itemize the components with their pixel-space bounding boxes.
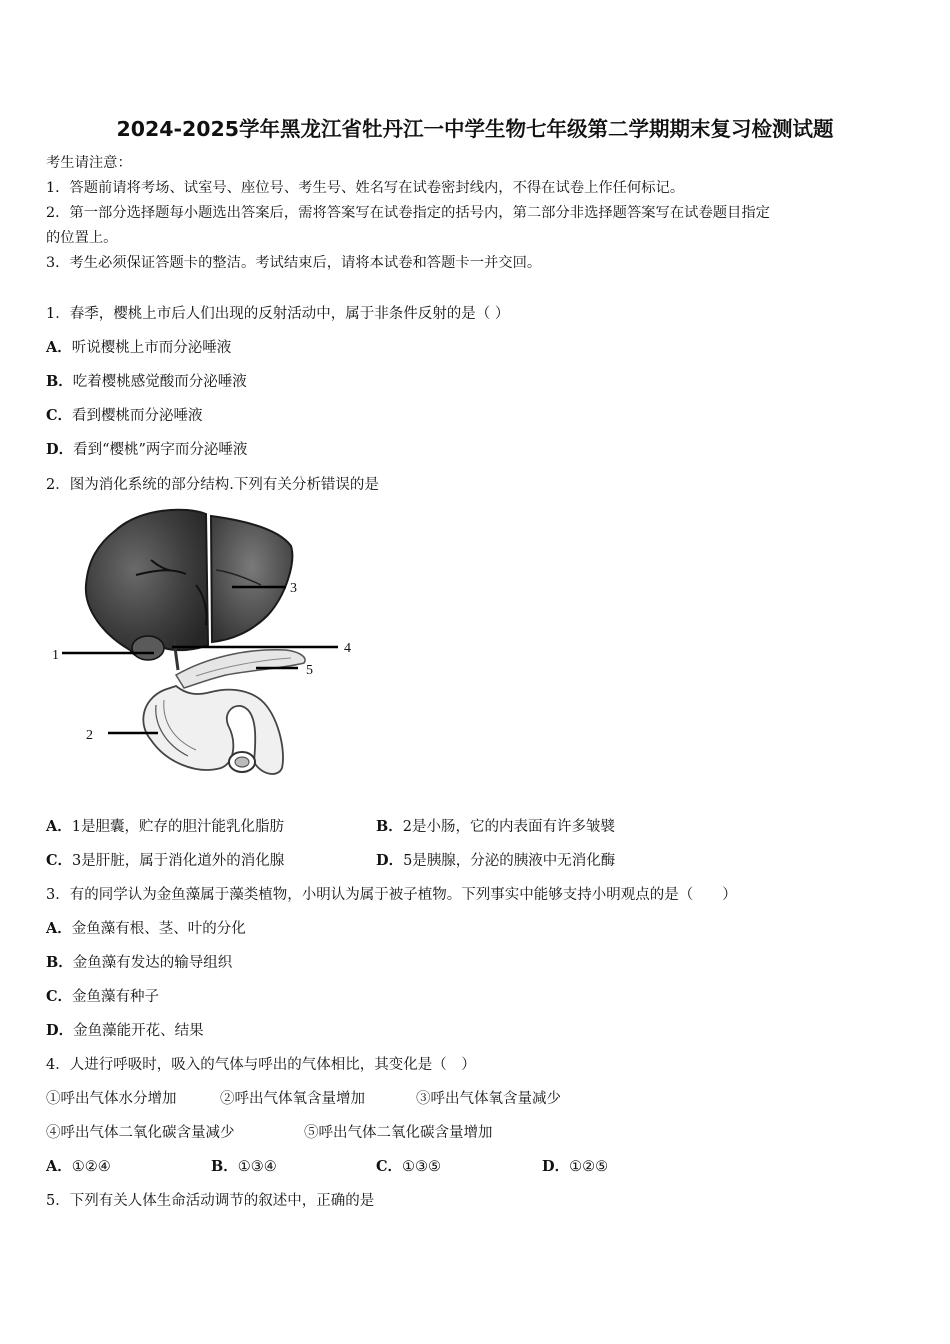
option-text: 金鱼藻能开花、结果 xyxy=(73,1023,204,1039)
notice-heading: 考生请注意： xyxy=(46,155,132,171)
option-label: C． xyxy=(46,852,73,869)
figure-label-4: 4 xyxy=(344,641,351,656)
option-label: B． xyxy=(46,373,73,390)
option-label: C． xyxy=(376,1158,403,1175)
digestive-system-figure xyxy=(46,500,366,790)
digestive-system-illustration xyxy=(46,500,366,790)
option-text: 听说樱桃上市而分泌唾液 xyxy=(71,340,232,356)
question-1-option-b[interactable] xyxy=(46,370,247,391)
question-3-option-c[interactable] xyxy=(46,985,159,1006)
statement: ④呼出气体二氧化碳含量减少 xyxy=(46,1125,235,1141)
question-3-option-b[interactable] xyxy=(46,951,232,972)
option-text: ①③④ xyxy=(237,1159,277,1175)
question-1-stem: 1．春季，樱桃上市后人们出现的反射活动中，属于非条件反射的是（ ） xyxy=(46,306,510,322)
question-4-option-d[interactable] xyxy=(542,1155,608,1176)
option-label: D． xyxy=(542,1158,570,1175)
option-label: A． xyxy=(46,1158,72,1175)
option-label: C． xyxy=(46,407,73,424)
option-label: B． xyxy=(211,1158,238,1175)
statement: ②呼出气体氧含量增加 xyxy=(220,1091,365,1107)
option-label: B． xyxy=(46,954,73,971)
question-4-statements-row-2 xyxy=(46,1121,666,1141)
notice-item-3: 3．考生必须保证答题卡的整洁。考试结束后，请将本试卷和答题卡一并交回。 xyxy=(46,255,542,271)
question-4-option-b[interactable] xyxy=(211,1155,277,1176)
option-text: ①③⑤ xyxy=(402,1159,442,1175)
option-text: 金鱼藻有发达的输导组织 xyxy=(72,955,233,971)
question-2-option-c[interactable] xyxy=(46,849,284,870)
option-text: 5是胰腺，分泌的胰液中无消化酶 xyxy=(403,853,616,869)
question-2-option-d[interactable] xyxy=(376,849,615,870)
option-label: D． xyxy=(376,852,404,869)
figure-label-3: 3 xyxy=(290,581,297,596)
option-text: ①②④ xyxy=(71,1159,111,1175)
question-3-stem: 3．有的同学认为金鱼藻属于藻类植物，小明认为属于被子植物。下列事实中能够支持小明观点的是（ ） xyxy=(46,887,737,903)
question-2-option-a[interactable] xyxy=(46,815,284,836)
option-label: B． xyxy=(376,818,403,835)
question-3-option-d[interactable] xyxy=(46,1019,204,1040)
option-text: 金鱼藻有根、茎、叶的分化 xyxy=(71,921,246,937)
question-1-option-d[interactable] xyxy=(46,438,247,459)
option-label: D． xyxy=(46,441,74,458)
option-text: 2是小肠，它的内表面有许多皱襞 xyxy=(402,819,615,835)
question-4-option-a[interactable] xyxy=(46,1155,111,1176)
notice-item-1: 1．答题前请将考场、试室号、座位号、考生号、姓名写在试卷密封线内，不得在试卷上作任何标记。 xyxy=(46,180,685,196)
question-4-statements-row-1 xyxy=(46,1087,666,1107)
option-text: 看到“樱桃”两字而分泌唾液 xyxy=(73,442,248,458)
question-1-option-c[interactable] xyxy=(46,404,203,425)
option-label: A． xyxy=(46,339,72,356)
page-title: 2024-2025学年黑龙江省牡丹江一中学生物七年级第二学期期末复习检测试题 xyxy=(116,117,834,141)
question-2-option-b[interactable] xyxy=(376,815,615,836)
figure-label-5: 5 xyxy=(306,663,313,678)
option-text: 看到樱桃而分泌唾液 xyxy=(72,408,203,424)
question-3-option-a[interactable] xyxy=(46,917,246,938)
option-text: 金鱼藻有种子 xyxy=(72,989,160,1005)
figure-label-1: 1 xyxy=(52,648,59,663)
option-text: ①②⑤ xyxy=(569,1159,609,1175)
question-1-option-a[interactable] xyxy=(46,336,231,357)
option-label: A． xyxy=(46,920,72,937)
statement: ⑤呼出气体二氧化碳含量增加 xyxy=(304,1125,493,1141)
figure-label-2: 2 xyxy=(86,728,93,743)
question-2-stem: 2．图为消化系统的部分结构.下列有关分析错误的是 xyxy=(46,477,379,493)
statement: ③呼出气体氧含量减少 xyxy=(416,1091,561,1107)
notice-item-2-cont: 的位置上。 xyxy=(46,230,118,246)
statement: ①呼出气体水分增加 xyxy=(46,1091,177,1107)
notice-item-2: 2．第一部分选择题每小题选出答案后，需将答案写在试卷指定的括号内，第二部分非选择题答案写在试卷题目指定 xyxy=(46,205,770,221)
question-4-option-c[interactable] xyxy=(376,1155,441,1176)
option-label: C． xyxy=(46,988,73,1005)
option-text: 吃着樱桃感觉酸而分泌唾液 xyxy=(72,374,247,390)
option-label: D． xyxy=(46,1022,74,1039)
option-text: 3是肝脏，属于消化道外的消化腺 xyxy=(72,853,285,869)
question-4-stem: 4．人进行呼吸时，吸入的气体与呼出的气体相比，其变化是（ ） xyxy=(46,1057,476,1073)
option-text: 1是胆囊，贮存的胆汁能乳化脂肪 xyxy=(71,819,284,835)
question-4-options xyxy=(46,1155,686,1175)
option-label: A． xyxy=(46,818,72,835)
question-5-stem: 5．下列有关人体生命活动调节的叙述中，正确的是 xyxy=(46,1193,375,1209)
